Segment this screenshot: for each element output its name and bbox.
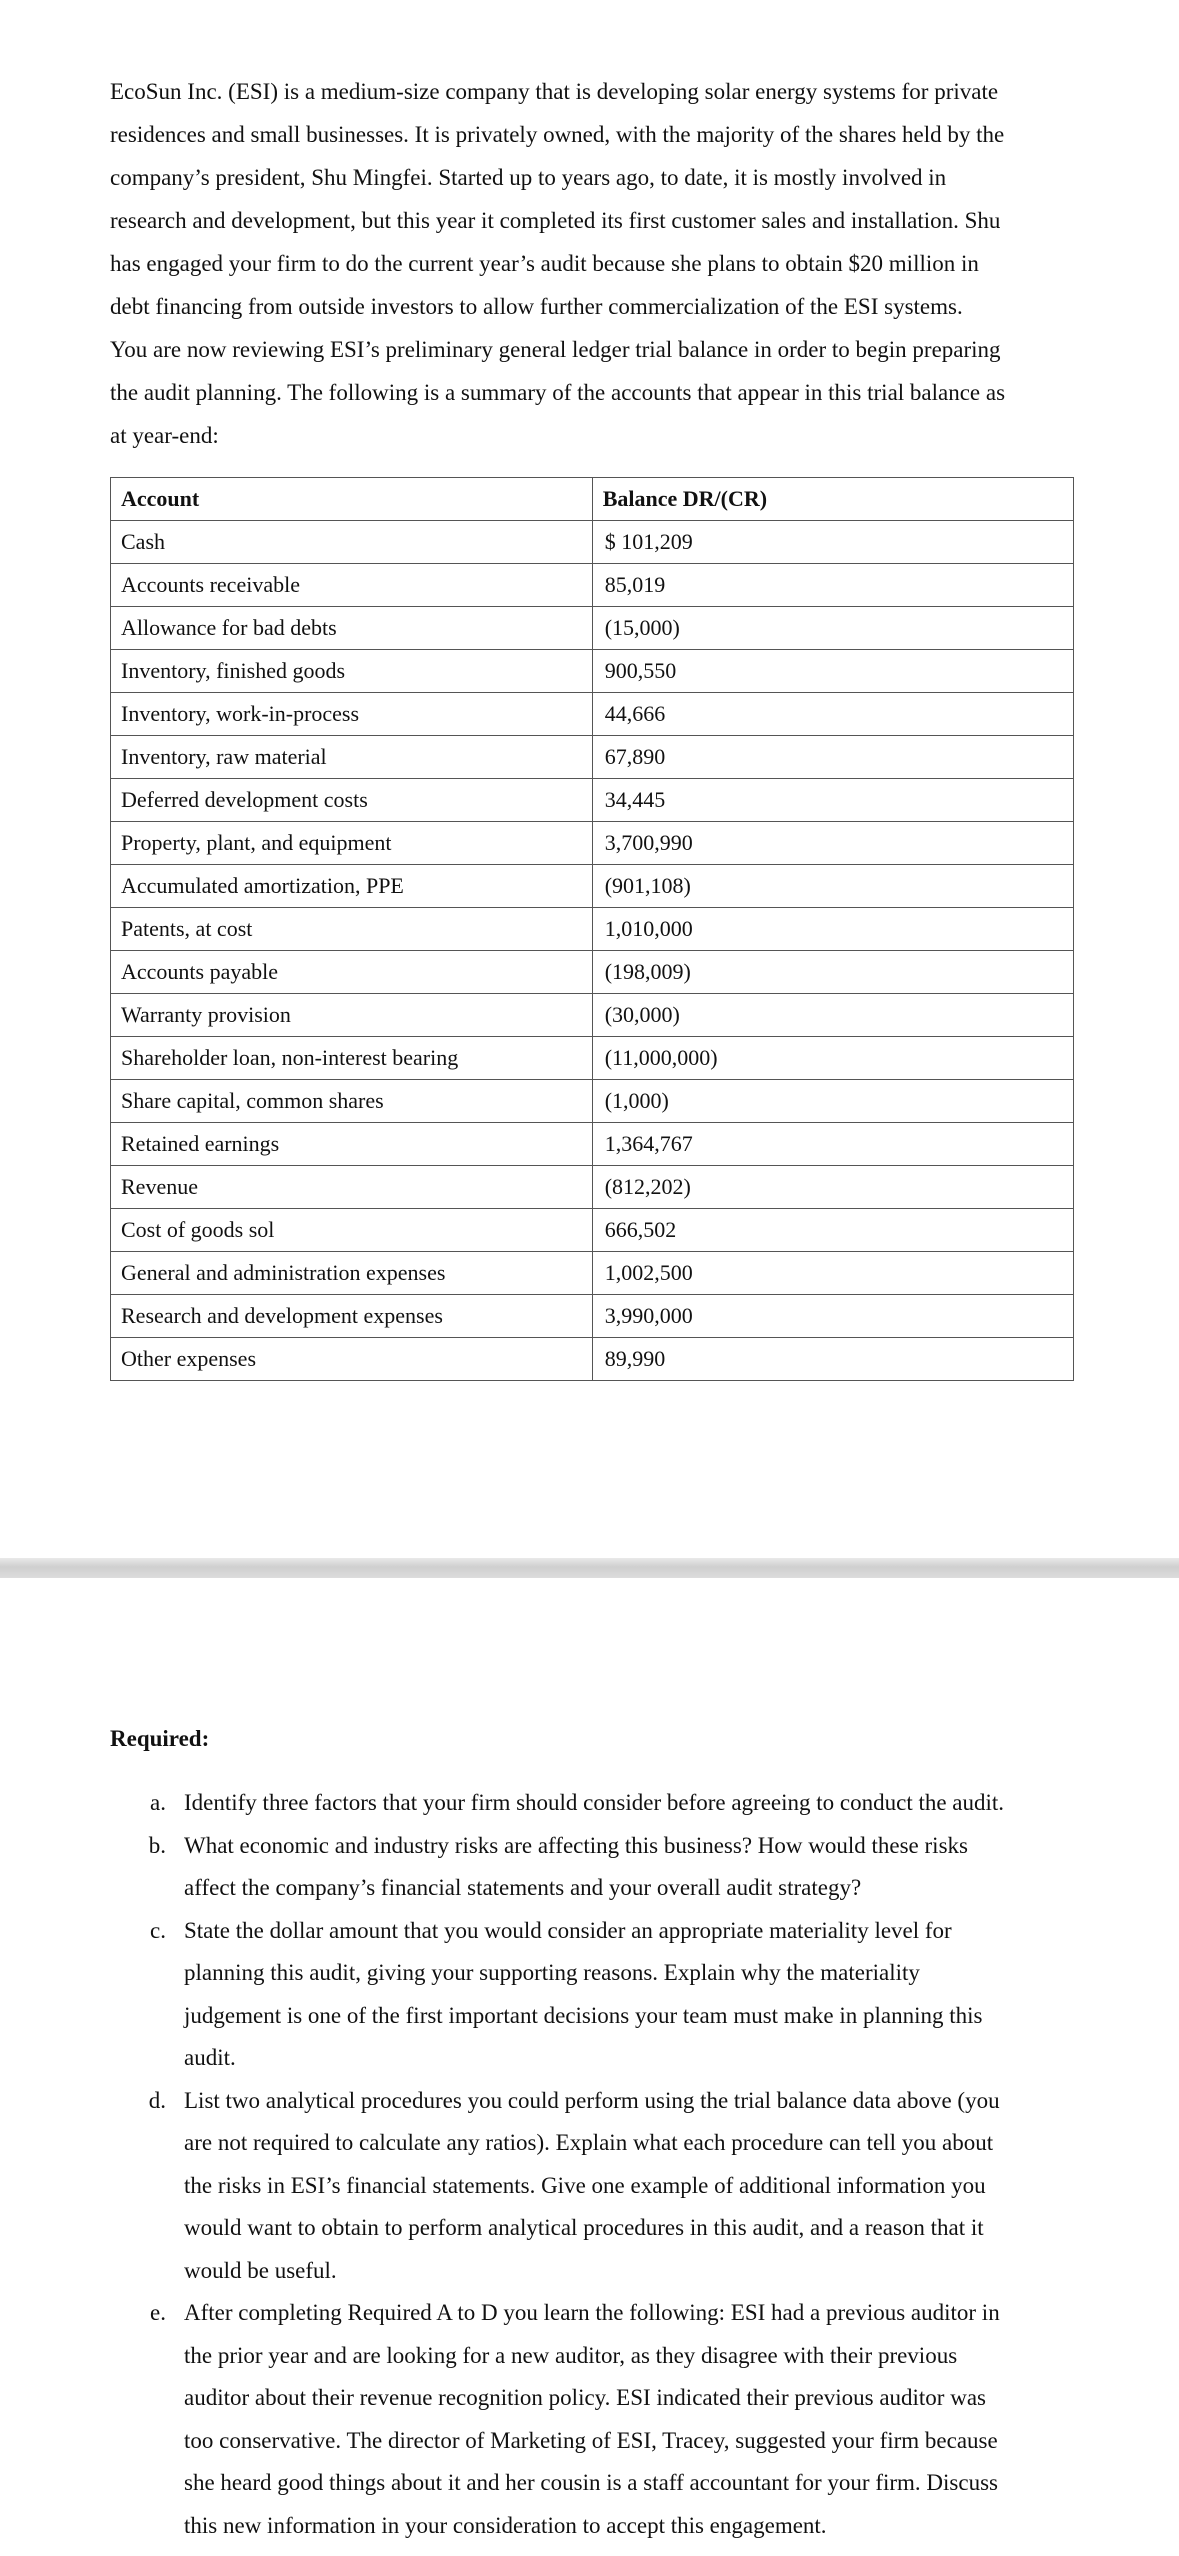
account-cell: Share capital, common shares	[111, 1080, 593, 1123]
question-line: List two analytical procedures you could perform using the trial balance data above (you	[184, 2087, 1000, 2113]
table-row	[111, 1123, 1074, 1166]
table-row	[111, 779, 1074, 822]
balance-cell: 1,010,000	[592, 908, 1073, 951]
account-cell: General and administration expenses	[111, 1252, 593, 1295]
account-cell: Allowance for bad debts	[111, 607, 593, 650]
account-cell: Patents, at cost	[111, 908, 593, 951]
balance-cell: $ 101,209	[592, 521, 1073, 564]
account-cell: Other expenses	[111, 1338, 593, 1381]
account-cell: Warranty provision	[111, 994, 593, 1037]
question-text	[184, 2292, 1072, 2547]
balance-cell: 67,890	[592, 736, 1073, 779]
account-cell: Shareholder loan, non-interest bearing	[111, 1037, 593, 1080]
account-cell: Research and development expenses	[111, 1295, 593, 1338]
table-row	[111, 1037, 1074, 1080]
question-line: the risks in ESI’s financial statements. Give one example of additional information you	[184, 2172, 986, 2198]
table-row	[111, 908, 1074, 951]
balance-column-header: Balance DR/(CR)	[592, 478, 1073, 521]
question-text	[184, 1825, 1072, 1910]
table-row	[111, 1209, 1074, 1252]
table-row	[111, 1338, 1074, 1381]
question-line: After completing Required A to D you learn the following: ESI had a previous auditor in	[184, 2300, 1000, 2325]
question-marker: e.	[150, 2300, 166, 2325]
balance-cell: 3,700,990	[592, 822, 1073, 865]
balance-cell: 89,990	[592, 1338, 1073, 1381]
question-line: State the dollar amount that you would consider an appropriate materiality level for	[184, 1917, 952, 1943]
question-text	[184, 1782, 1072, 1825]
table-row	[111, 736, 1074, 779]
table-row	[111, 1166, 1074, 1209]
intro-line: the audit planning. The following is a summary of the accounts that appear in this trial balance as	[110, 380, 1006, 405]
table-header-row	[111, 478, 1074, 521]
account-column-header: Account	[111, 478, 593, 521]
intro-line: has engaged your firm to do the current year’s audit because she plans to obtain $20 million in	[110, 251, 979, 276]
balance-cell: 44,666	[592, 693, 1073, 736]
table-row	[111, 951, 1074, 994]
balance-cell: 85,019	[592, 564, 1073, 607]
account-cell: Cash	[111, 521, 593, 564]
question-line: judgement is one of the first important decisions your team must make in planning this	[184, 2002, 983, 2028]
table-row	[111, 1080, 1074, 1123]
account-cell: Retained earnings	[111, 1123, 593, 1166]
required-heading: Required:	[110, 1726, 210, 1751]
balance-cell: (1,000)	[592, 1080, 1073, 1123]
table-row	[111, 564, 1074, 607]
question-line: audit.	[184, 2045, 236, 2070]
account-cell: Inventory, raw material	[111, 736, 593, 779]
table-row	[111, 1252, 1074, 1295]
table-row	[111, 865, 1074, 908]
intro-line: research and development, but this year it completed its first customer sales and installation. Shu	[110, 208, 1001, 233]
balance-cell: 3,990,000	[592, 1295, 1073, 1338]
account-cell: Cost of goods sol	[111, 1209, 593, 1252]
question-line: too conservative. The director of Marketing of ESI, Tracey, suggested your firm because	[184, 2427, 998, 2453]
table-row	[111, 1295, 1074, 1338]
question-line: would want to obtain to perform analytical procedures in this audit, and a reason that it	[184, 2215, 984, 2240]
account-cell: Accumulated amortization, PPE	[111, 865, 593, 908]
table-row	[111, 693, 1074, 736]
intro-line: residences and small businesses. It is privately owned, with the majority of the shares held by the	[110, 122, 1005, 147]
account-cell: Deferred development costs	[111, 779, 593, 822]
question-b	[110, 1825, 1072, 1910]
trial-balance-table	[110, 477, 1074, 1381]
balance-cell: (30,000)	[592, 994, 1073, 1037]
balance-cell: 666,502	[592, 1209, 1073, 1252]
account-cell: Revenue	[111, 1166, 593, 1209]
question-d	[110, 2080, 1072, 2293]
required-questions-list	[110, 1782, 1072, 2547]
question-line: are not required to calculate any ratios). Explain what each procedure can tell you about	[184, 2130, 994, 2155]
intro-line: debt financing from outside investors to allow further commercialization of the ESI systems.	[110, 294, 963, 319]
balance-cell: (198,009)	[592, 951, 1073, 994]
table-row	[111, 822, 1074, 865]
balance-cell: (11,000,000)	[592, 1037, 1073, 1080]
intro-line: company’s president, Shu Mingfei. Started up to years ago, to date, it is mostly involved in	[110, 165, 947, 190]
intro-line: EcoSun Inc. (ESI) is a medium-size company that is developing solar energy systems for private	[110, 79, 999, 104]
question-marker: c.	[150, 1917, 166, 1943]
question-line: the prior year and are looking for a new auditor, as they disagree with their previous	[184, 2342, 958, 2368]
question-marker: a.	[150, 1790, 166, 1815]
balance-cell: (901,108)	[592, 865, 1073, 908]
question-c	[110, 1910, 1072, 2080]
table-row	[111, 607, 1074, 650]
balance-cell: 1,364,767	[592, 1123, 1073, 1166]
balance-cell: 34,445	[592, 779, 1073, 822]
question-line: What economic and industry risks are affecting this business? How would these risks	[184, 1832, 968, 1858]
question-marker: b.	[148, 1832, 166, 1858]
question-text	[184, 1910, 1072, 2080]
table-row	[111, 650, 1074, 693]
account-cell: Inventory, work-in-process	[111, 693, 593, 736]
intro-line: at year-end:	[110, 423, 219, 448]
question-text	[184, 2080, 1072, 2293]
table-row	[111, 521, 1074, 564]
question-e	[110, 2292, 1072, 2547]
question-line: auditor about their revenue recognition policy. ESI indicated their previous auditor was	[184, 2385, 986, 2410]
question-line: planning this audit, giving your supporting reasons. Explain why the materiality	[184, 1960, 920, 1985]
question-line: she heard good things about it and her cousin is a staff accountant for your firm. Discuss	[184, 2470, 998, 2495]
balance-cell: (15,000)	[592, 607, 1073, 650]
case-intro	[110, 70, 1090, 457]
account-cell: Inventory, finished goods	[111, 650, 593, 693]
account-cell: Property, plant, and equipment	[111, 822, 593, 865]
table-row	[111, 994, 1074, 1037]
question-line: affect the company’s financial statements and your overall audit strategy?	[184, 1875, 862, 1900]
balance-cell: 900,550	[592, 650, 1073, 693]
question-a	[110, 1782, 1072, 1825]
balance-cell: 1,002,500	[592, 1252, 1073, 1295]
question-line: would be useful.	[184, 2257, 337, 2283]
intro-line: You are now reviewing ESI’s preliminary general ledger trial balance in order to begin preparing	[110, 337, 1001, 362]
question-line: this new information in your consideration to accept this engagement.	[184, 2512, 827, 2538]
account-cell: Accounts payable	[111, 951, 593, 994]
account-cell: Accounts receivable	[111, 564, 593, 607]
question-marker: d.	[148, 2087, 166, 2113]
question-line: Identify three factors that your firm should consider before agreeing to conduct the audit.	[184, 1790, 1005, 1815]
page-divider	[0, 1558, 1179, 1578]
balance-cell: (812,202)	[592, 1166, 1073, 1209]
